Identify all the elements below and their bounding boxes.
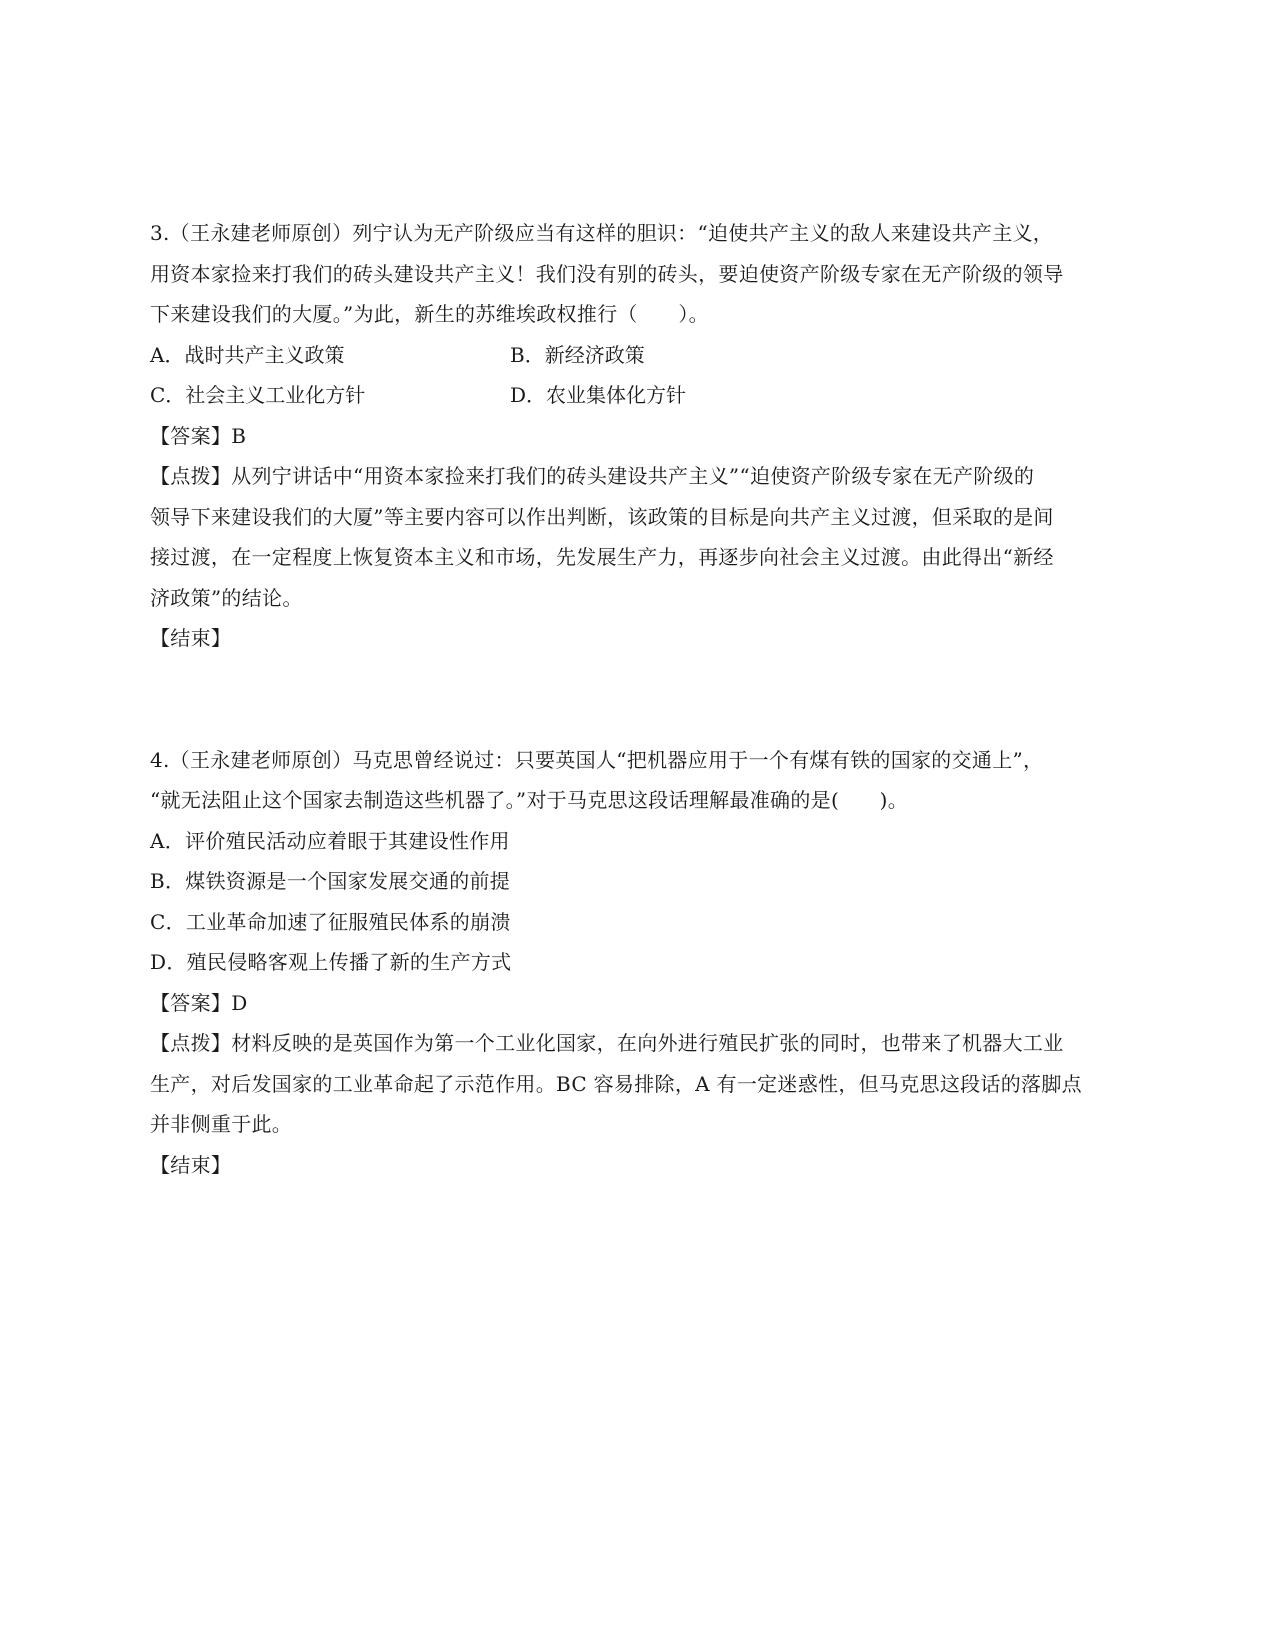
q4-option-d: D．殖民侵略客观上传播了新的生产方式 bbox=[150, 950, 512, 974]
q4-answer: 【答案】D bbox=[150, 991, 248, 1015]
q3-stem-line-3: 下来建设我们的大厦。”为此，新生的苏维埃政权推行（ ）。 bbox=[150, 302, 709, 326]
q3-hint-line-2: 领导下来建设我们的大厦”等主要内容可以作出判断，该政策的目标是向共产主义过渡，但采取的是间 bbox=[150, 505, 1054, 529]
q3-end-marker: 【结束】 bbox=[150, 626, 232, 650]
q4-end-marker: 【结束】 bbox=[150, 1153, 232, 1177]
q4-stem-line-1: 4.（王永建老师原创）马克思曾经说过：只要英国人“把机器应用于一个有煤有铁的国家的交通上”， bbox=[150, 748, 1044, 772]
q3-option-d: D．农业集体化方针 bbox=[510, 383, 687, 407]
q4-option-b: B．煤铁资源是一个国家发展交通的前提 bbox=[150, 869, 511, 893]
q4-option-c: C．工业革命加速了征服殖民体系的崩溃 bbox=[150, 910, 511, 934]
q3-hint-line-3: 接过渡，在一定程度上恢复资本主义和市场，先发展生产力，再逐步向社会主义过渡。由此得出“新经 bbox=[150, 545, 1054, 569]
q4-stem-line-2: “就无法阻止这个国家去制造这些机器了。”对于马克思这段话理解最准确的是( )。 bbox=[150, 788, 909, 812]
q4-hint-line-2: 生产，对后发国家的工业革命起了示范作用。BC 容易排除，A 有一定迷惑性，但马克思这段话的落脚点 bbox=[150, 1072, 1082, 1096]
q3-option-a: A．战时共产主义政策 bbox=[150, 343, 345, 367]
q3-stem-line-1: 3.（王永建老师原创）列宁认为无产阶级应当有这样的胆识：“迫使共产主义的敌人来建设共产主义， bbox=[150, 221, 1054, 245]
q4-hint-line-3: 并非侧重于此。 bbox=[150, 1112, 293, 1136]
q3-option-c: C．社会主义工业化方针 bbox=[150, 383, 366, 407]
q4-option-a: A．评价殖民活动应着眼于其建设性作用 bbox=[150, 829, 510, 853]
q3-hint-line-4: 济政策”的结论。 bbox=[150, 586, 303, 610]
q3-option-b: B．新经济政策 bbox=[510, 343, 645, 367]
q3-answer: 【答案】B bbox=[150, 424, 247, 448]
q3-hint-line-1: 【点拨】从列宁讲话中“用资本家捡来打我们的砖头建设共产主义”“迫使资产阶级专家在无产阶级的 bbox=[150, 464, 1035, 488]
q4-hint-line-1: 【点拨】材料反映的是英国作为第一个工业化国家，在向外进行殖民扩张的同时，也带来了机器大工业 bbox=[150, 1031, 1064, 1055]
q3-stem-line-2: 用资本家捡来打我们的砖头建设共产主义！我们没有别的砖头，要迫使资产阶级专家在无产阶级的领导 bbox=[150, 262, 1064, 286]
